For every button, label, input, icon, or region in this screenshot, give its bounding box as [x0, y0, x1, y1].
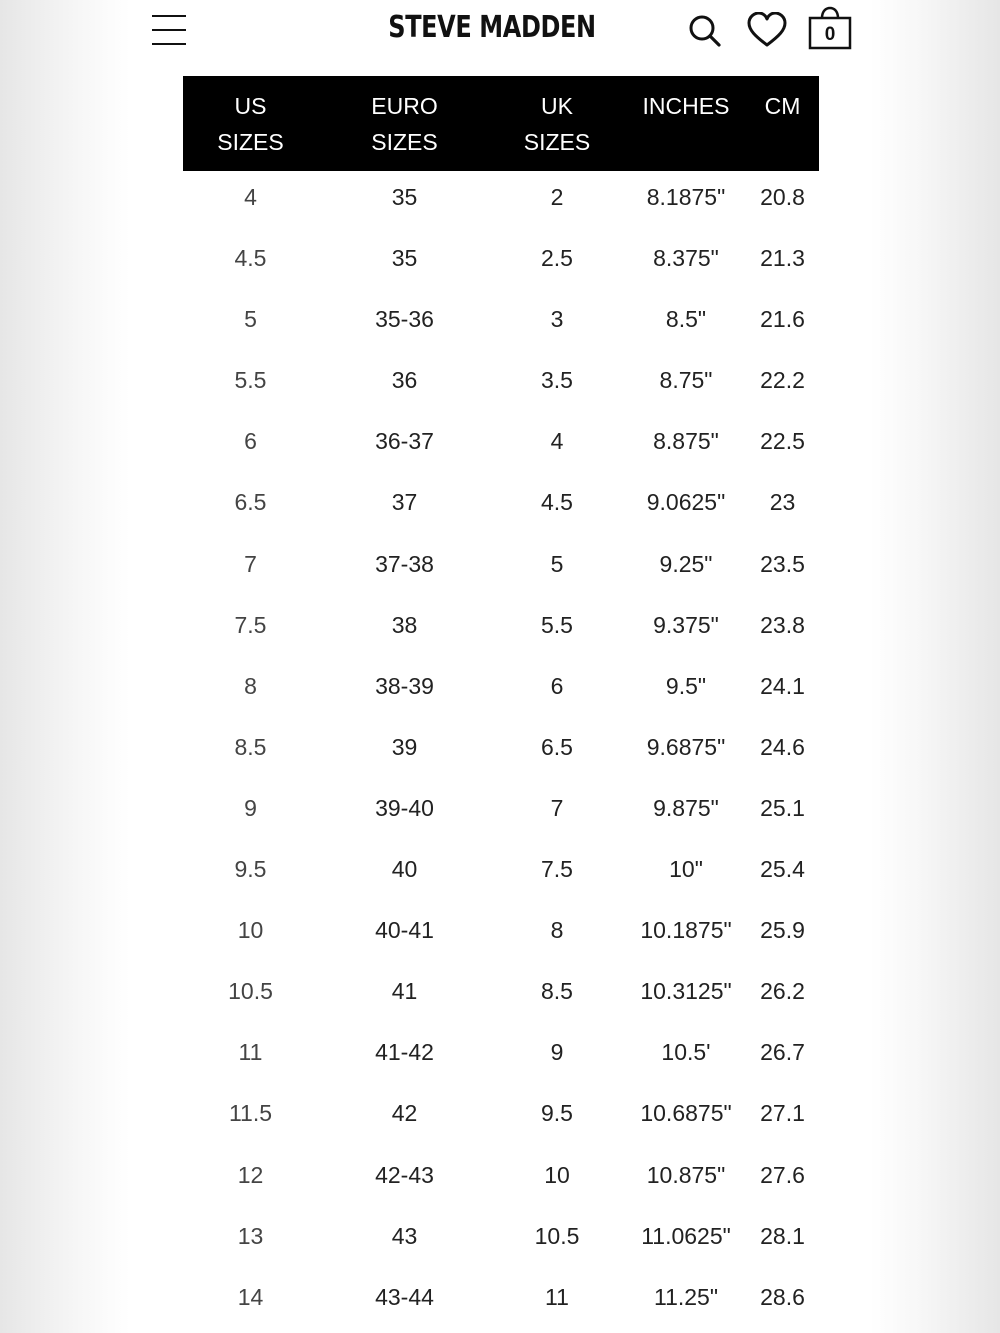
cell-cm: 24.6 [760, 733, 805, 760]
cell-cm: 25.1 [760, 794, 805, 821]
cell-uk-sizes: 10 [544, 1161, 570, 1188]
table-row [183, 354, 819, 415]
column-header-uk-sizes [488, 88, 626, 160]
column-header-line: SIZES [371, 129, 438, 155]
cell-euro-sizes: 37 [391, 489, 418, 516]
cell-us-sizes: 5.5 [234, 367, 267, 394]
cell-uk-sizes: 3.5 [541, 367, 573, 394]
cell-cm: 23 [769, 489, 796, 516]
cell-cm: 26.7 [760, 1039, 805, 1066]
menu-icon[interactable] [152, 14, 186, 46]
cell-us-sizes: 4.5 [234, 245, 267, 272]
cell-inches: 9.5" [665, 672, 707, 699]
cell-euro-sizes: 43-44 [375, 1283, 434, 1310]
table-row [183, 965, 819, 1026]
cell-euro-sizes: 40-41 [375, 917, 434, 944]
cell-cm: 23.8 [760, 611, 805, 638]
cell-euro-sizes: 42-43 [375, 1161, 434, 1188]
table-row [183, 293, 819, 354]
cell-cm: 24.1 [760, 672, 805, 699]
cell-euro-sizes: 37-38 [375, 550, 434, 577]
cell-inches: 11.0625" [641, 1222, 731, 1249]
table-row [183, 904, 819, 965]
table-row [183, 1149, 819, 1210]
cell-inches: 9.0625" [646, 489, 726, 516]
cell-inches: 8.5" [665, 306, 707, 333]
table-row [183, 1271, 819, 1332]
cell-us-sizes: 12 [237, 1161, 264, 1188]
cell-cm: 27.6 [760, 1161, 805, 1188]
cell-inches: 9.25" [659, 550, 713, 577]
cell-us-sizes: 7 [244, 550, 257, 577]
cell-euro-sizes: 38 [391, 611, 418, 638]
cell-uk-sizes: 6.5 [541, 733, 573, 760]
table-row [183, 599, 819, 660]
cell-us-sizes: 6 [244, 428, 257, 455]
cell-uk-sizes: 8.5 [541, 978, 573, 1005]
cell-cm: 25.4 [760, 856, 805, 883]
cell-us-sizes: 5 [244, 306, 257, 333]
cell-inches: 9.6875" [646, 733, 726, 760]
cell-inches: 10.3125" [640, 978, 732, 1005]
cell-us-sizes: 9.5 [234, 856, 267, 883]
mobile-page [130, 0, 872, 1333]
table-row [183, 476, 819, 537]
cell-inches: 10.5' [661, 1039, 711, 1066]
cell-inches: 11.25" [653, 1283, 718, 1310]
cell-euro-sizes: 41-42 [375, 1039, 434, 1066]
heart-icon[interactable] [747, 12, 783, 48]
cell-cm: 21.3 [760, 245, 805, 272]
table-row [183, 232, 819, 293]
size-chart-body [183, 171, 819, 1332]
size-chart-table [183, 76, 819, 1332]
table-row [183, 1210, 819, 1271]
column-header-line: CM [764, 93, 801, 119]
cell-uk-sizes: 2 [550, 184, 564, 210]
cell-euro-sizes: 43 [391, 1222, 418, 1249]
cell-inches: 10.1875" [640, 917, 732, 944]
cell-euro-sizes: 40 [391, 856, 418, 883]
cell-uk-sizes: 9 [550, 1039, 564, 1066]
cell-us-sizes: 6.5 [234, 489, 267, 516]
cell-cm: 26.2 [760, 978, 805, 1005]
cell-cm: 27.1 [760, 1100, 805, 1127]
cell-us-sizes: 9 [244, 794, 257, 821]
table-row [183, 1087, 819, 1148]
column-header-line: SIZES [217, 129, 284, 155]
search-icon[interactable] [687, 12, 723, 48]
table-row [183, 171, 819, 232]
table-row [183, 1026, 819, 1087]
table-row [183, 721, 819, 782]
cell-uk-sizes: 5 [550, 550, 564, 577]
cell-euro-sizes: 41 [391, 978, 418, 1005]
column-header-inches [633, 88, 739, 124]
cell-cm: 28.1 [760, 1222, 805, 1249]
cell-uk-sizes: 11 [545, 1283, 569, 1310]
cell-cm: 22.2 [760, 367, 805, 394]
cell-inches: 10.6875" [640, 1100, 732, 1127]
cell-cm: 20.8 [760, 184, 805, 210]
cell-uk-sizes: 10.5 [534, 1222, 580, 1249]
cell-euro-sizes: 35-36 [375, 306, 434, 333]
cell-inches: 8.375" [653, 245, 719, 272]
column-header-us-sizes [183, 88, 318, 160]
shopping-bag-icon[interactable] [808, 6, 852, 50]
brand-logo[interactable]: STEVE MADDEN [388, 10, 596, 45]
cell-euro-sizes: 36 [391, 367, 418, 394]
cell-uk-sizes: 6 [550, 672, 564, 699]
cell-uk-sizes: 2.5 [541, 245, 573, 272]
cell-inches: 8.1875" [646, 184, 726, 210]
cell-uk-sizes: 5.5 [541, 611, 573, 638]
cell-us-sizes: 4 [244, 184, 257, 210]
cell-us-sizes: 11 [238, 1039, 263, 1066]
cell-inches: 10.875" [646, 1161, 726, 1188]
cell-cm: 22.5 [760, 428, 805, 455]
cell-us-sizes: 11.5 [228, 1100, 273, 1127]
cell-inches: 9.875" [653, 794, 719, 821]
cell-us-sizes: 10.5 [228, 978, 273, 1005]
size-chart-header [183, 76, 819, 171]
cell-cm: 28.6 [760, 1283, 805, 1310]
cell-uk-sizes: 7.5 [541, 856, 573, 883]
table-row [183, 415, 819, 476]
cell-inches: 10" [669, 856, 703, 883]
site-header [130, 0, 872, 66]
cell-us-sizes: 7.5 [234, 611, 267, 638]
cell-euro-sizes: 36-37 [375, 428, 434, 455]
table-row [183, 782, 819, 843]
cell-us-sizes: 8.5 [234, 733, 267, 760]
cell-us-sizes: 10 [237, 917, 264, 944]
cell-inches: 8.75" [659, 367, 713, 394]
table-row [183, 660, 819, 721]
cell-inches: 9.375" [653, 611, 719, 638]
cell-uk-sizes: 4 [550, 428, 564, 455]
column-header-euro-sizes [338, 88, 471, 160]
column-header-line: UK [541, 93, 573, 119]
cart-count-badge: 0 [824, 24, 836, 45]
cell-euro-sizes: 42 [391, 1100, 418, 1127]
cell-euro-sizes: 35 [391, 245, 418, 272]
cell-uk-sizes: 8 [550, 917, 564, 944]
cell-cm: 25.9 [760, 917, 805, 944]
cell-inches: 8.875" [653, 428, 719, 455]
cell-us-sizes: 14 [237, 1283, 264, 1310]
cell-uk-sizes: 3 [550, 306, 564, 333]
column-header-line: US [234, 93, 267, 119]
cell-cm: 21.6 [760, 306, 805, 333]
column-header-line: SIZES [523, 129, 591, 155]
cell-us-sizes: 13 [237, 1222, 264, 1249]
cell-cm: 23.5 [760, 550, 805, 577]
cell-euro-sizes: 39-40 [375, 794, 434, 821]
cell-euro-sizes: 35 [391, 184, 418, 210]
cell-uk-sizes: 7 [550, 794, 564, 821]
cell-euro-sizes: 38-39 [375, 672, 434, 699]
column-header-cm [746, 88, 819, 124]
column-header-line: INCHES [642, 93, 730, 119]
table-row [183, 843, 819, 904]
cell-euro-sizes: 39 [391, 733, 418, 760]
cell-uk-sizes: 9.5 [541, 1100, 573, 1127]
cell-us-sizes: 8 [244, 672, 257, 699]
column-header-line: EURO [371, 93, 438, 119]
cell-uk-sizes: 4.5 [541, 489, 573, 516]
table-row [183, 538, 819, 599]
